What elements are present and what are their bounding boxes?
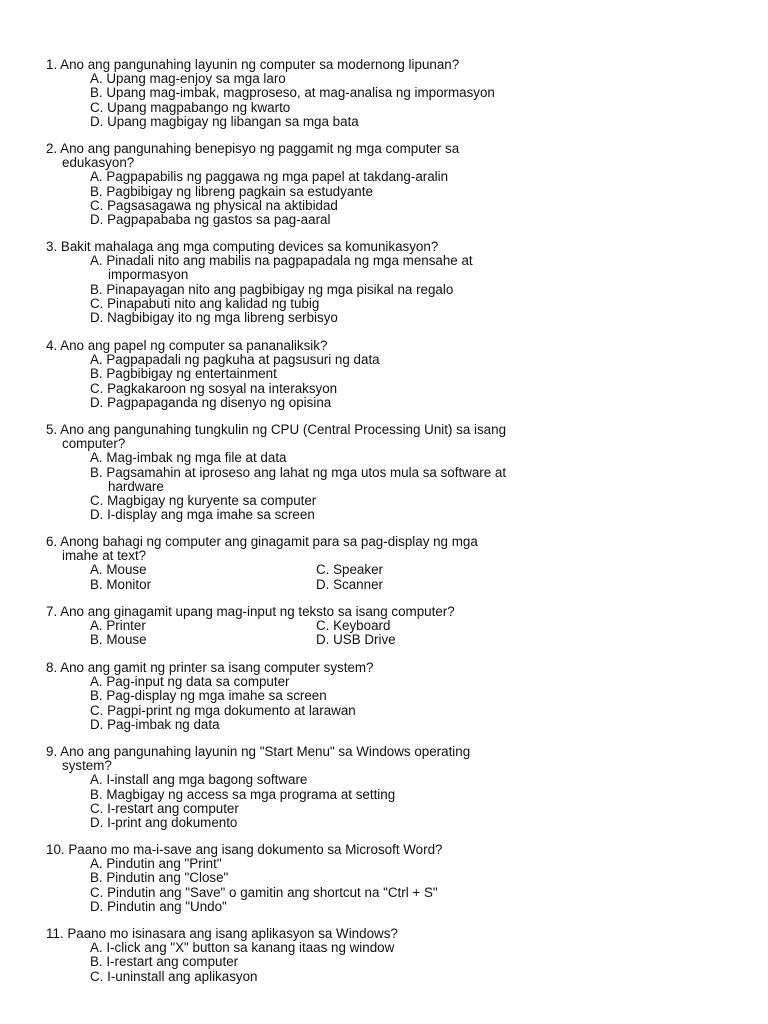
- answer-choice: B. I-restart ang computer: [90, 954, 239, 970]
- question-stem-line: 1. Ano ang pangunahing layunin ng computer sa modernong lipunan?: [46, 57, 460, 72]
- answer-choice-row: [46, 563, 726, 577]
- question-stem-line: 5. Ano ang pangunahing tungkulin ng CPU (Central Processing Unit) sa isang: [46, 422, 507, 437]
- question-stem-line: 3. Bakit mahalaga ang mga computing devices sa komunikasyon?: [46, 239, 439, 254]
- answer-choice-row: [46, 578, 726, 592]
- question-10: [46, 843, 726, 914]
- question-stem-line: 10. Paano mo ma-i-save ang isang dokumento sa Microsoft Word?: [46, 842, 443, 857]
- answer-choice: B. Upang mag-imbak, magproseso, at mag-analisa ng impormasyon: [90, 85, 495, 101]
- answer-choice-continuation: hardware: [108, 478, 164, 494]
- answer-choice: A. Printer: [90, 618, 146, 634]
- answer-choice: C. Speaker: [316, 562, 383, 578]
- question-stem-line: 2. Ano ang pangunahing benepisyo ng paggamit ng mga computer sa: [46, 141, 460, 156]
- question-stem-line: imahe at text?: [62, 548, 147, 564]
- answer-choice: C. Upang magpabango ng kwarto: [90, 99, 291, 115]
- answer-choice: B. Pagsamahin at iproseso ang lahat ng mga utos mula sa software at: [90, 464, 507, 480]
- question-stem-line: 6. Anong bahagi ng computer ang ginagamit para sa pag-display ng mga: [46, 534, 478, 549]
- answer-choice: D. Pagpapaganda ng disenyo ng opisina: [90, 394, 332, 410]
- answer-choice: B. Pindutin ang "Close": [90, 870, 229, 886]
- answer-choice: D. Nagbibigay ito ng mga libreng serbisyo: [90, 309, 338, 325]
- answer-choice: C. Keyboard: [316, 618, 391, 634]
- answer-choice: A. I-click ang "X" button sa kanang itaas ng window: [90, 940, 395, 956]
- answer-choice: D. Scanner: [316, 576, 383, 592]
- answer-choice: A. Mag-imbak ng mga file at data: [90, 450, 287, 466]
- question-stem-line: edukasyon?: [62, 155, 135, 171]
- answer-choice: C. Magbigay ng kuryente sa computer: [90, 492, 317, 508]
- answer-choice: A. Pindutin ang "Print": [90, 856, 222, 872]
- answer-choice: D. I-print ang dokumento: [90, 814, 238, 830]
- answer-choice: D. I-display ang mga imahe sa screen: [90, 507, 315, 523]
- question-9: [46, 745, 726, 830]
- answer-choice: B. Pag-display ng mga imahe sa screen: [90, 688, 327, 704]
- question-7: [46, 605, 726, 648]
- answer-choice: C. Pindutin ang "Save" o gamitin ang shortcut na "Ctrl + S": [90, 884, 438, 900]
- answer-choice: D. Pindutin ang "Undo": [90, 898, 227, 914]
- answer-choice: A. Mouse: [90, 562, 147, 578]
- question-8: [46, 661, 726, 732]
- answer-choice-continuation: impormasyon: [108, 267, 189, 283]
- answer-choice: A. I-install ang mga bagong software: [90, 772, 308, 788]
- answer-choice: A. Pagpapabilis ng paggawa ng mga papel at takdang-aralin: [90, 169, 449, 185]
- answer-choice: A. Pagpapadali ng pagkuha at pagsusuri ng data: [90, 352, 380, 368]
- answer-choice: B. Pagbibigay ng libreng pagkain sa estudyante: [90, 183, 373, 199]
- question-5: [46, 423, 726, 522]
- answer-choice: A. Pinadali nito ang mabilis na pagpapadala ng mga mensahe at: [90, 253, 473, 269]
- answer-choice: A. Pag-input ng data sa computer: [90, 674, 290, 690]
- question-4: [46, 339, 726, 410]
- question-stem-line: 8. Ano ang gamit ng printer sa isang computer system?: [46, 660, 374, 675]
- answer-choice: A. Upang mag-enjoy sa mga laro: [90, 71, 286, 87]
- answer-choice: D. USB Drive: [316, 632, 396, 648]
- question-3: [46, 240, 726, 325]
- question-stem-line: computer?: [62, 436, 126, 452]
- answer-choice: C. Pagkakaroon ng sosyal na interaksyon: [90, 380, 338, 396]
- question-stem-line: 4. Ano ang papel ng computer sa pananaliksik?: [46, 338, 328, 353]
- question-stem-line: 9. Ano ang pangunahing layunin ng "Start Menu" sa Windows operating: [46, 744, 471, 759]
- answer-choice: B. Mouse: [90, 632, 147, 648]
- question-11: [46, 927, 726, 984]
- question-1: [46, 58, 726, 129]
- question-stem-line: 11. Paano mo isinasara ang isang aplikasyon sa Windows?: [46, 926, 398, 941]
- answer-choice: C. I-restart ang computer: [90, 800, 239, 816]
- question-stem-line: 7. Ano ang ginagamit upang mag-input ng teksto sa isang computer?: [46, 604, 455, 619]
- question-2: [46, 142, 726, 227]
- answer-choice-row: [46, 633, 726, 647]
- answer-choice: C. Pagsasagawa ng physical na aktibidad: [90, 197, 338, 213]
- answer-choice: B. Pagbibigay ng entertainment: [90, 366, 277, 382]
- answer-choice: D. Pagpapababa ng gastos sa pag-aaral: [90, 211, 331, 227]
- answer-choice: C. I-uninstall ang aplikasyon: [90, 968, 258, 984]
- answer-choice: B. Magbigay ng access sa mga programa at setting: [90, 786, 396, 802]
- answer-choice: C. Pinapabuti nito ang kalidad ng tubig: [90, 295, 320, 311]
- answer-choice: B. Pinapayagan nito ang pagbibigay ng mga pisikal na regalo: [90, 281, 454, 297]
- question-6: [46, 535, 726, 592]
- answer-choice: D. Pag-imbak ng data: [90, 716, 220, 732]
- question-stem-line: system?: [62, 758, 112, 774]
- answer-choice: C. Pagpi-print ng mga dokumento at larawan: [90, 702, 356, 718]
- answer-choice: D. Upang magbigay ng libangan sa mga bata: [90, 113, 359, 129]
- answer-choice: B. Monitor: [90, 576, 152, 592]
- answer-choice-row: [46, 619, 726, 633]
